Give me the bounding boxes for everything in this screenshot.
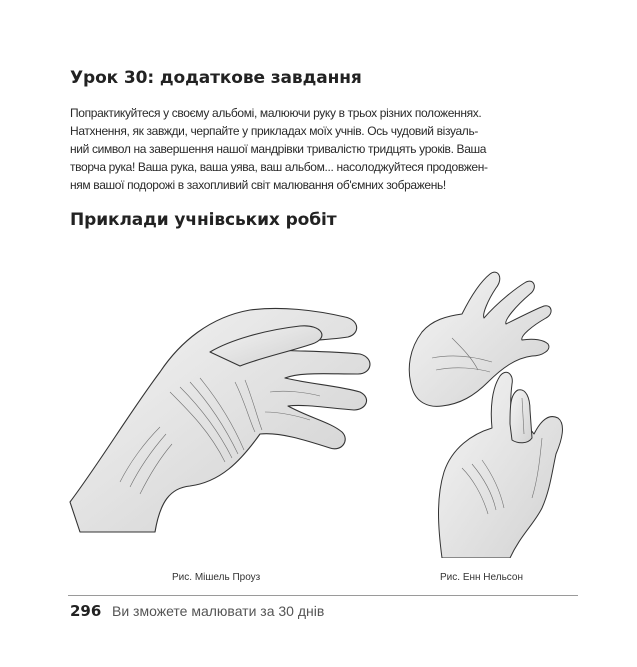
lesson-body-line: творча рука! Ваша рука, ваша уява, ваш альбом... насолоджуйтеся продовжен- [70,160,488,174]
lesson-body [70,104,572,194]
hand-sketch-right [392,258,582,558]
hand-sketch-left [60,262,380,552]
book-title: Ви зможете малювати за 30 днів [112,603,325,619]
examples-section-title: Приклади учнівських робіт [70,210,337,230]
hand-drawing-right [392,258,582,558]
caption-right: Рис. Енн Нельсон [440,572,523,583]
page-number: 296 [70,602,102,620]
lesson-body-line: Натхнення, як завжди, черпайте у прикладах моїх учнів. Ось чудовий візуаль- [70,124,479,138]
caption-left: Рис. Мішель Проуз [172,572,261,583]
hand-drawing-left [60,262,380,552]
lesson-body-line: ний символ на завершення нашої мандрівки тривалістю тридцять уроків. Ваша [70,142,487,156]
lesson-body-line: ням вашої подорожі в захопливий світ малювання об'ємних зображень! [70,178,446,192]
lesson-title: Урок 30: додаткове завдання [70,68,362,88]
footer-divider [68,595,578,596]
lesson-body-line: Попрактикуйтеся у своєму альбомі, малюючи руку в трьох різних положеннях. [70,106,482,120]
